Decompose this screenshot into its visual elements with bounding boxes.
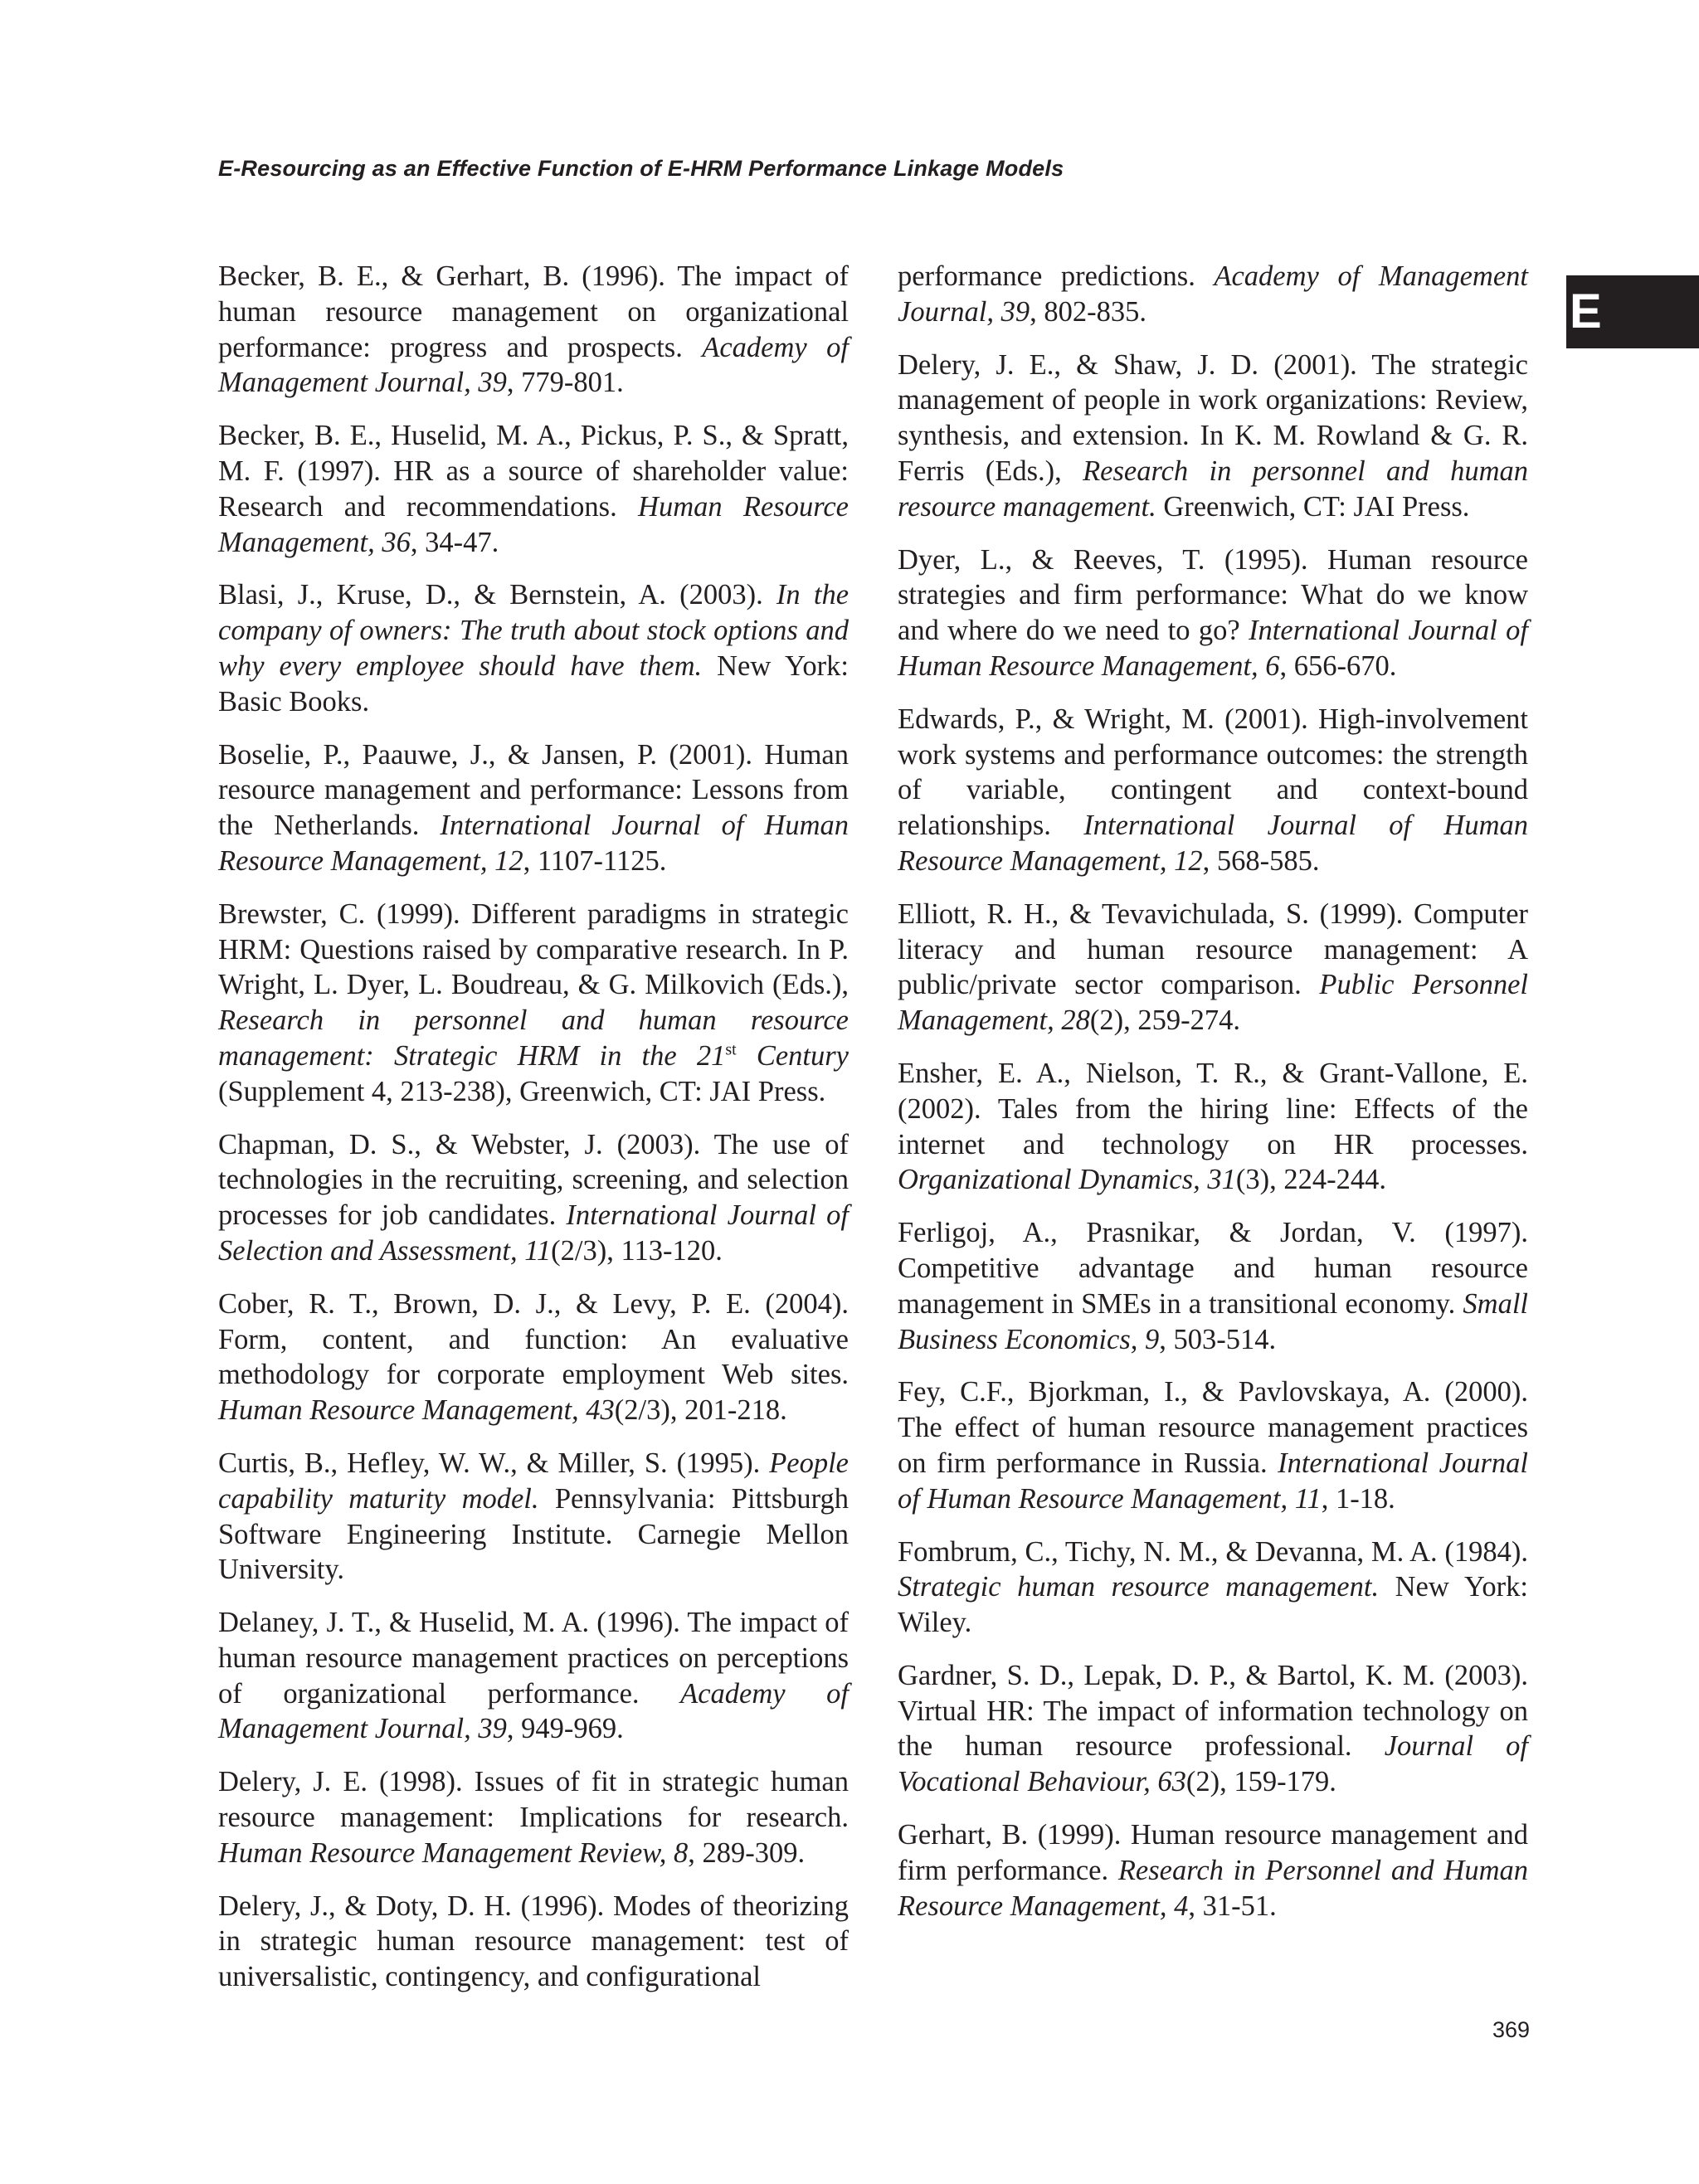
- reference-source: Research in Personnel and Human Resource Management, 4: [898, 1854, 1529, 1922]
- reference-details: (2/3), 113-120.: [551, 1234, 723, 1267]
- reference-text: Chapman, D. S., & Webster, J. (2003). The use of technologies in the recruiting, screening, and selection processes for job candidates.: [218, 1128, 849, 1232]
- reference-source: People capability maturity model.: [218, 1447, 849, 1515]
- reference-source: Academy of Management Journal, 39: [898, 260, 1528, 328]
- references-left-column: [218, 259, 849, 2012]
- reference-text: Delery, J. E. (1998). Issues of fit in strategic human resource management: Implications for research.: [218, 1766, 849, 1834]
- reference-source: Human Resource Management, 36: [218, 490, 849, 558]
- reference-details: New York: Basic Books.: [218, 649, 850, 717]
- reference-source: Human Resource Management, 43: [218, 1394, 615, 1427]
- reference-source: Research in personnel and human resource management: Strategic HRM in the 21: [218, 1004, 849, 1072]
- reference-details: , 779-801.: [506, 367, 624, 399]
- reference-source: Academy of Management Journal, 39: [218, 1677, 850, 1745]
- reference-entry: [218, 1287, 849, 1428]
- reference-details: , 568-585.: [1202, 844, 1320, 877]
- reference-text: Gardner, S. D., Lepak, D. P., & Bartol, K. M. (2003). Virtual HR: The impact of information technology on the human resource professional.: [898, 1659, 1528, 1763]
- reference-details: Greenwich, CT: JAI Press.: [1156, 490, 1470, 523]
- reference-entry: [898, 1817, 1528, 1924]
- reference-text: Curtis, B., Hefley, W. W., & Miller, S. (1995).: [218, 1447, 770, 1479]
- reference-details: (Supplement 4, 213-238), Greenwich, CT: JAI Press.: [218, 1075, 826, 1107]
- reference-entry: [898, 702, 1528, 879]
- reference-details: (2/3), 201-218.: [614, 1394, 787, 1427]
- reference-text: Fey, C.F., Bjorkman, I., & Pavlovskaya, A. (2000). The effect of human resource management practices on firm performance in Russia.: [898, 1376, 1528, 1479]
- reference-entry: [218, 897, 849, 1110]
- reference-text: Delaney, J. T., & Huselid, M. A. (1996). The impact of human resource management practices on perceptions of organizational performance.: [218, 1607, 849, 1710]
- reference-entry: [218, 1764, 849, 1870]
- reference-details: , 1107-1125.: [523, 844, 667, 877]
- reference-source: International Journal of Human Resource Management, 12: [898, 810, 1528, 877]
- reference-details: (2), 259-274.: [1089, 1004, 1240, 1037]
- reference-entry: [218, 1889, 849, 1995]
- reference-source-continued: Century: [736, 1039, 849, 1072]
- reference-entry: [218, 1446, 849, 1588]
- reference-details: New York: Wiley.: [898, 1571, 1528, 1639]
- reference-text: Delery, J., & Doty, D. H. (1996). Modes of theorizing in strategic human resource management: test of universalistic, contingency, and configurational: [218, 1890, 849, 1993]
- reference-text: Boselie, P., Paauwe, J., & Jansen, P. (2001). Human resource management and performance: Lessons from the Netherlands.: [218, 738, 849, 842]
- reference-text: Fombrum, C., Tichy, N. M., & Devanna, M. A. (1984).: [898, 1535, 1528, 1568]
- reference-text: Elliott, R. H., & Tevavichulada, S. (1999). Computer literacy and human resource management: A public/private sector comparison.: [898, 897, 1528, 1001]
- reference-text: performance predictions.: [898, 260, 1215, 292]
- reference-entry: [898, 1535, 1528, 1641]
- reference-details: , 34-47.: [410, 526, 499, 558]
- reference-details: Pennsylvania: Pittsburgh Software Engineering Institute. Carnegie Mellon University.: [218, 1482, 849, 1586]
- reference-text: Edwards, P., & Wright, M. (2001). High-involvement work systems and performance outcomes: the strength of variable, contingent and context-bound relationships.: [898, 703, 1528, 842]
- reference-entry: [218, 577, 849, 719]
- reference-superscript: st: [725, 1040, 737, 1059]
- reference-source: International Journal of Human Resource Management, 11: [898, 1447, 1528, 1515]
- reference-source: Academy of Management Journal, 39: [218, 331, 849, 399]
- reference-entry: [898, 1056, 1528, 1198]
- reference-entry: [898, 348, 1528, 525]
- reference-entry: [898, 1215, 1528, 1357]
- reference-details: , 802-835.: [1030, 295, 1146, 328]
- reference-entry: [218, 259, 849, 401]
- reference-source: International Journal of Selection and Assessment, 11: [218, 1199, 849, 1267]
- reference-details: (3), 224-244.: [1235, 1164, 1387, 1196]
- reference-source: In the company of owners: The truth about stock options and why every employee should have them.: [218, 579, 850, 682]
- reference-details: , 31-51.: [1188, 1890, 1277, 1922]
- reference-source: Small Business Economics, 9: [898, 1287, 1528, 1355]
- reference-text: Becker, B. E., & Gerhart, B. (1996). The impact of human resource management on organizational performance: progress and prospects.: [218, 260, 849, 363]
- reference-text: Blasi, J., Kruse, D., & Bernstein, A. (2003).: [218, 579, 776, 611]
- reference-entry: [898, 542, 1528, 684]
- reference-details: , 1-18.: [1321, 1482, 1395, 1515]
- reference-text: Gerhart, B. (1999). Human resource management and firm performance.: [898, 1819, 1528, 1886]
- reference-entry: [898, 259, 1528, 330]
- reference-text: Ensher, E. A., Nielson, T. R., & Grant-Vallone, E. (2002). Tales from the hiring line: Effects of the internet and technology on HR processes.: [898, 1057, 1528, 1160]
- reference-text: Brewster, C. (1999). Different paradigms in strategic HRM: Questions raised by comparative research. In P. Wright, L. Dyer, L. Boudreau, & G. Milkovich (Eds.),: [218, 897, 849, 1001]
- reference-entry: [218, 418, 849, 560]
- reference-source: Journal of Vocational Behaviour, 63: [898, 1730, 1528, 1798]
- section-letter-tab: E: [1566, 275, 1699, 348]
- reference-source: Public Personnel Management, 28: [898, 969, 1528, 1037]
- reference-details: (2), 159-179.: [1185, 1766, 1336, 1798]
- reference-text: Cober, R. T., Brown, D. J., & Levy, P. E. (2004). Form, content, and function: An evaluative methodology for corporate employment Web sites.: [218, 1287, 849, 1391]
- reference-text: Ferligoj, A., Prasnikar, & Jordan, V. (1997). Competitive advantage and human resource management in SMEs in a transitional economy.: [898, 1217, 1528, 1320]
- reference-source: International Journal of Human Resource Management, 6: [898, 615, 1528, 682]
- reference-entry: [218, 737, 849, 879]
- reference-entry: [218, 1605, 849, 1747]
- references-right-column: [898, 259, 1528, 1941]
- reference-source: Human Resource Management Review, 8: [218, 1836, 689, 1869]
- reference-details: , 656-670.: [1279, 649, 1397, 682]
- reference-details: , 289-309.: [688, 1836, 806, 1869]
- reference-details: , 949-969.: [506, 1713, 624, 1745]
- reference-details: , 503-514.: [1159, 1323, 1277, 1355]
- reference-source: International Journal of Human Resource Management, 12: [218, 810, 849, 877]
- reference-source: Research in personnel and human resource management.: [898, 455, 1528, 523]
- reference-source: Organizational Dynamics, 31: [898, 1164, 1236, 1196]
- reference-text: Delery, J. E., & Shaw, J. D. (2001). The strategic management of people in work organizations: Review, synthesis, and extension. In K. M. Rowland & G. R. Ferris (Eds.),: [898, 348, 1528, 487]
- reference-entry: [898, 897, 1528, 1038]
- reference-entry: [898, 1374, 1528, 1516]
- reference-source: Strategic human resource management.: [898, 1571, 1380, 1603]
- reference-text: Dyer, L., & Reeves, T. (1995). Human resource strategies and firm performance: What do we know and where do we need to go?: [898, 543, 1528, 647]
- reference-text: Becker, B. E., Huselid, M. A., Pickus, P. S., & Spratt, M. F. (1997). HR as a source of shareholder value: Research and recommendations.: [218, 420, 849, 523]
- reference-entry: [218, 1127, 849, 1269]
- running-header: E-Resourcing as an Effective Function of E-HRM Performance Linkage Models: [218, 156, 1064, 181]
- page-number: 369: [1492, 2017, 1530, 2042]
- reference-entry: [898, 1658, 1528, 1800]
